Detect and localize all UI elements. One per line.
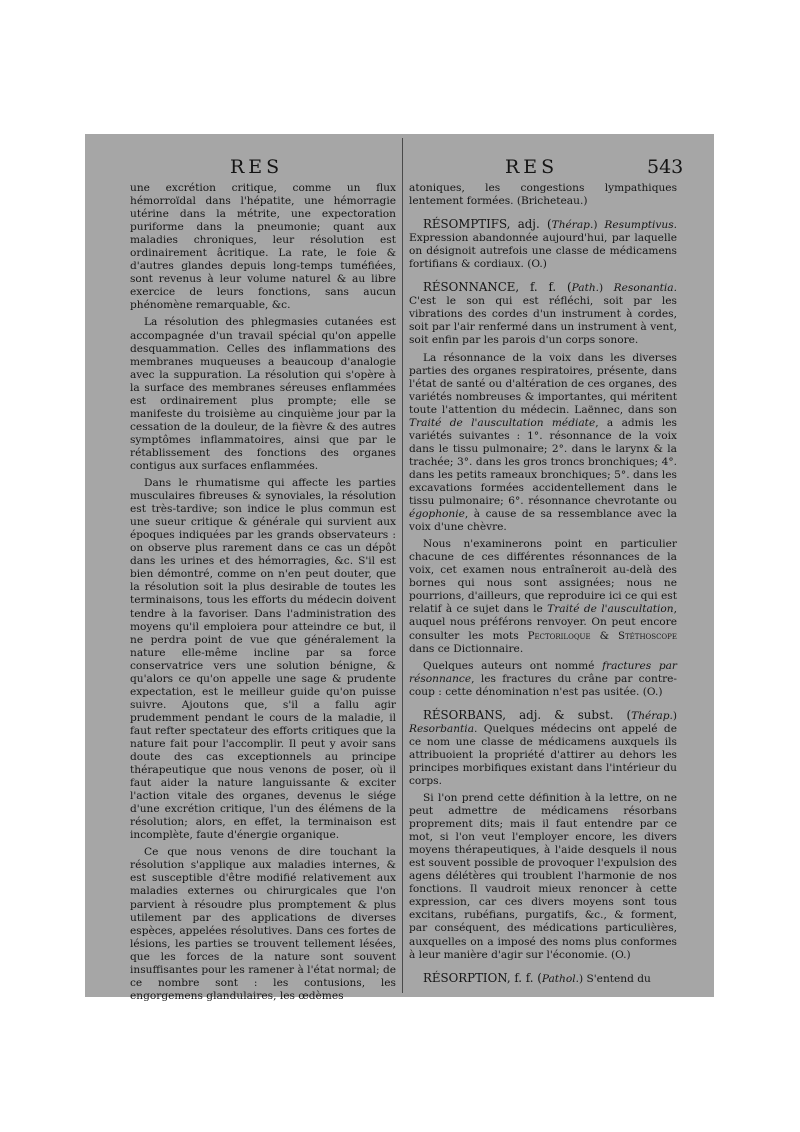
left-column [130, 182, 396, 1007]
text-run: , a admis les variétés suivantes : 1°. résonnance de la voix dans le tissu pulmonaire; 2°. dans le larynx & la trachée; 3°. dans les gros troncs bronchiques; 4°. dans les petits rameaux bronchiques; 5°. dans les excavations formées accidentellement dans le tissu pulmonaire; 6°. résonnance chevrotante ou [409, 416, 677, 508]
running-header-left: RES [230, 156, 284, 178]
entry-resomptifs: RÉSOMPTIFS, adj. (Thérap.) Resumptivus. Expression abandonnée aujourd'hui, par laquelle on désignoit autrefois une classe de médicamens fortifians & cordiaux. (O.) [409, 217, 677, 271]
book-title: Traité de l'auscultation médiate [409, 416, 596, 429]
paragraph: Si l'on prend cette définition à la lettre, on ne peut admettre de médicamens résorbans proprement dits; mais il faut entendre par ce mot, si l'on veut l'employer encore, les divers moyens thérapeutiques, à l'aide desquels il nous est souvent possible de provoquer l'expulsion des agens délétères qui troublent l'harmonie de nos fonctions. Il vaudroit mieux renoncer à cette expression, car ces divers moyens sont tous excitans, rubéfians, purgatifs, &c., & forment, par conséquent, des médications particulières, auxquelles on a imposé des noms plus conformes à leur manière d'agir sur l'économie. (O.) [409, 792, 677, 961]
text-run: Nous n'examinerons point en particulier chacune de ces différentes résonnances de la voix, cet examen nous entraîneroit au-delà des bornes qui nous sont assignées; nous ne pourrions, d'ailleurs, que reproduire ici ce qui est relatif à ce sujet dans le [409, 538, 677, 616]
paragraph: une excrétion critique, comme un flux hémorroïdal dans l'hépatite, une hémorragie utérine dans la métrite, une expectoration puriforme dans la pneumonie; quant aux maladies chroniques, leur résolution est ordinairement âcritique. La rate, le foie & d'autres glandes depuis long-temps tuméfiées, sont revenus à leur volume naturel & au libre exercice de leurs fonctions, sans aucun phénomène remarquable, &c. [130, 182, 396, 312]
text-run: , à cause de sa ressemblance avec la voix d'une chèvre. [409, 508, 677, 534]
entry-text: C'est le son qui est réfléchi, soit par les vibrations des cordes d'un instrument à cordes, soit par l'air renfermé dans un instrument à vent, soit enfin par les parois d'un corps sonore. [409, 295, 677, 347]
entry-latin: Resonantia. [613, 282, 677, 295]
paragraph [409, 538, 677, 655]
paragraph: Dans le rhumatisme qui affecte les parties musculaires fibreuses & synoviales, la résolution est très-tardive; son indice le plus commun est une sueur critique & générale qui survient aux époques indiquées par les grands observateurs : on observe plus rarement dans ce cas un dépôt dans les urines et des hémorragies, &c. S'il est bien démontré, comme on n'en peut douter, que la résolution soit la plus desirable de toutes les terminaisons, tous les efforts du médecin doivent tendre à la favoriser. Dans l'administration des moyens qu'il emploiera pour atteindre ce but, il ne perdra point de vue que généralement la nature elle-même incline par sa force conservatrice vers une solution bénigne, & qu'alors ce qu'on appelle une sage & prudente expectation, est le meilleur guide qu'on puisse suivre. Ajoutons que, s'il a fallu agir prudemment pendant le cours de la maladie, il faut refter spectateur des efforts critiques que la nature fait pour l'accomplir. Il peut y avoir sans doute des cas exceptionnels au principe thérapeutique que nous venons de poser, où il faut aider la nature languissante & exciter l'action vitale des organes, devenus le siége d'une excrétion critique, l'un des élémens de la résolution; alors, en effet, la terminaison est incomplète, faute d'énergie organique. [130, 477, 396, 842]
cross-reference: Stéthoscope [618, 630, 677, 642]
running-header-center: RES [505, 156, 559, 178]
scanned-page [85, 134, 714, 1002]
entry-headword: RÉSONNANCE, f. f. ( [423, 280, 572, 295]
page-number: 543 [647, 156, 684, 178]
right-column [409, 182, 677, 990]
entry-resonnance: RÉSONNANCE, f. f. (Path.) Resonantia. C'est le son qui est réfléchi, soit par les vibrations des cordes d'un instrument à cordes, soit par l'air renfermé dans un instrument à vent, soit enfin par les parois d'un corps sonore. [409, 280, 677, 347]
entry-text: Quelques médecins ont appelé de ce nom une classe de médicamens auxquels ils attribuoient la propriété d'attirer au dehors les principes morbifiques existant dans l'intérieur du corps. [409, 722, 677, 787]
entry-domain: Path. [571, 282, 600, 295]
entry-headword: RÉSOMPTIFS, adj. ( [423, 217, 552, 232]
book-title: Traité de l'auscultation [547, 603, 674, 616]
paragraph [409, 352, 677, 535]
paragraph: atoniques, les congestions lympathiques lentement formées. (Bricheteau.) [409, 182, 677, 208]
entry-domain: Thérap. [631, 709, 673, 722]
paragraph: La résolution des phlegmasies cutanées est accompagnée d'un travail spécial qu'on appelle desquammation. Celles des inflammations des membranes muqueuses a beaucoup d'analogie avec la suppuration. La résolution qui s'opère à la surface des membranes séreuses enflammées est ordinairement plus prompte; elle se manifeste du troisième au cinquième jour par la cessation de la douleur, de la fièvre & des autres symptômes inflammatoires, ainsi que par le rétablissement des fonctions des organes contigus aux surfaces enflammées. [130, 316, 396, 472]
paragraph: Ce que nous venons de dire touchant la résolution s'applique aux maladies internes, & est susceptible d'être modifié relativement aux maladies externes ou chirurgicales que l'on parvient à résoudre plus promptement & plus utilement par des applications de diverses espèces, appelées résolutives. Dans ces fortes de lésions, les parties se trouvent tellement lésées, que les forces de la nature sont souvent insuffisantes pour les ramener à l'état normal; de ce nombre sont : les contusions, les engorgemens glandulaires, les œdèmes [130, 846, 396, 1002]
entry-headword: RÉSORPTION, f. f. ( [423, 970, 542, 985]
entry-headword: RÉSORBANS, adj. & subst. ( [423, 707, 632, 722]
entry-text: Expression abandonnée aujourd'hui, par laquelle on désignoit autrefois une classe de médicamens fortifians & cordiaux. (O.) [409, 232, 677, 271]
text-run: & [590, 629, 619, 642]
text-run: Quelques auteurs ont nommé [423, 659, 595, 672]
term: égophonie [409, 508, 465, 521]
entry-latin: Resorbantia. [409, 722, 478, 735]
text-run: , auquel nous préférons renvoyer. On peut encore consulter les mots [409, 603, 678, 642]
entry-domain: Thérap. [551, 219, 594, 232]
entry-resorbans: RÉSORBANS, adj. & subst. (Thérap.) Resorbantia. Quelques médecins ont appelé de ce nom une classe de médicamens auxquels ils attribuoient la propriété d'attirer au dehors les principes morbifiques existant dans l'intérieur du corps. [409, 707, 677, 787]
entry-latin: Resumptivus. [604, 219, 677, 232]
term: fractures par résonnance [409, 659, 677, 685]
cross-reference: Pectoriloque [527, 630, 591, 642]
column-divider [402, 138, 403, 993]
text-run: , les fractures du crâne par contre-coup : cette dénomination n'est pas usitée. (O.) [409, 672, 677, 698]
paragraph [409, 660, 677, 699]
entry-text: ) S'entend du [579, 972, 651, 985]
entry-resorption [409, 972, 677, 986]
entry-domain: Pathol. [541, 972, 580, 985]
text-run: La résonnance de la voix dans les diverses parties des organes respiratoires, présente, dans l'état de santé ou d'altération de ces organes, des variétés nombreuses & importantes, qui méritent toute l'attention du médecin. Laënnec, dans son [409, 351, 677, 416]
text-run: dans ce Dictionnaire. [409, 642, 524, 655]
